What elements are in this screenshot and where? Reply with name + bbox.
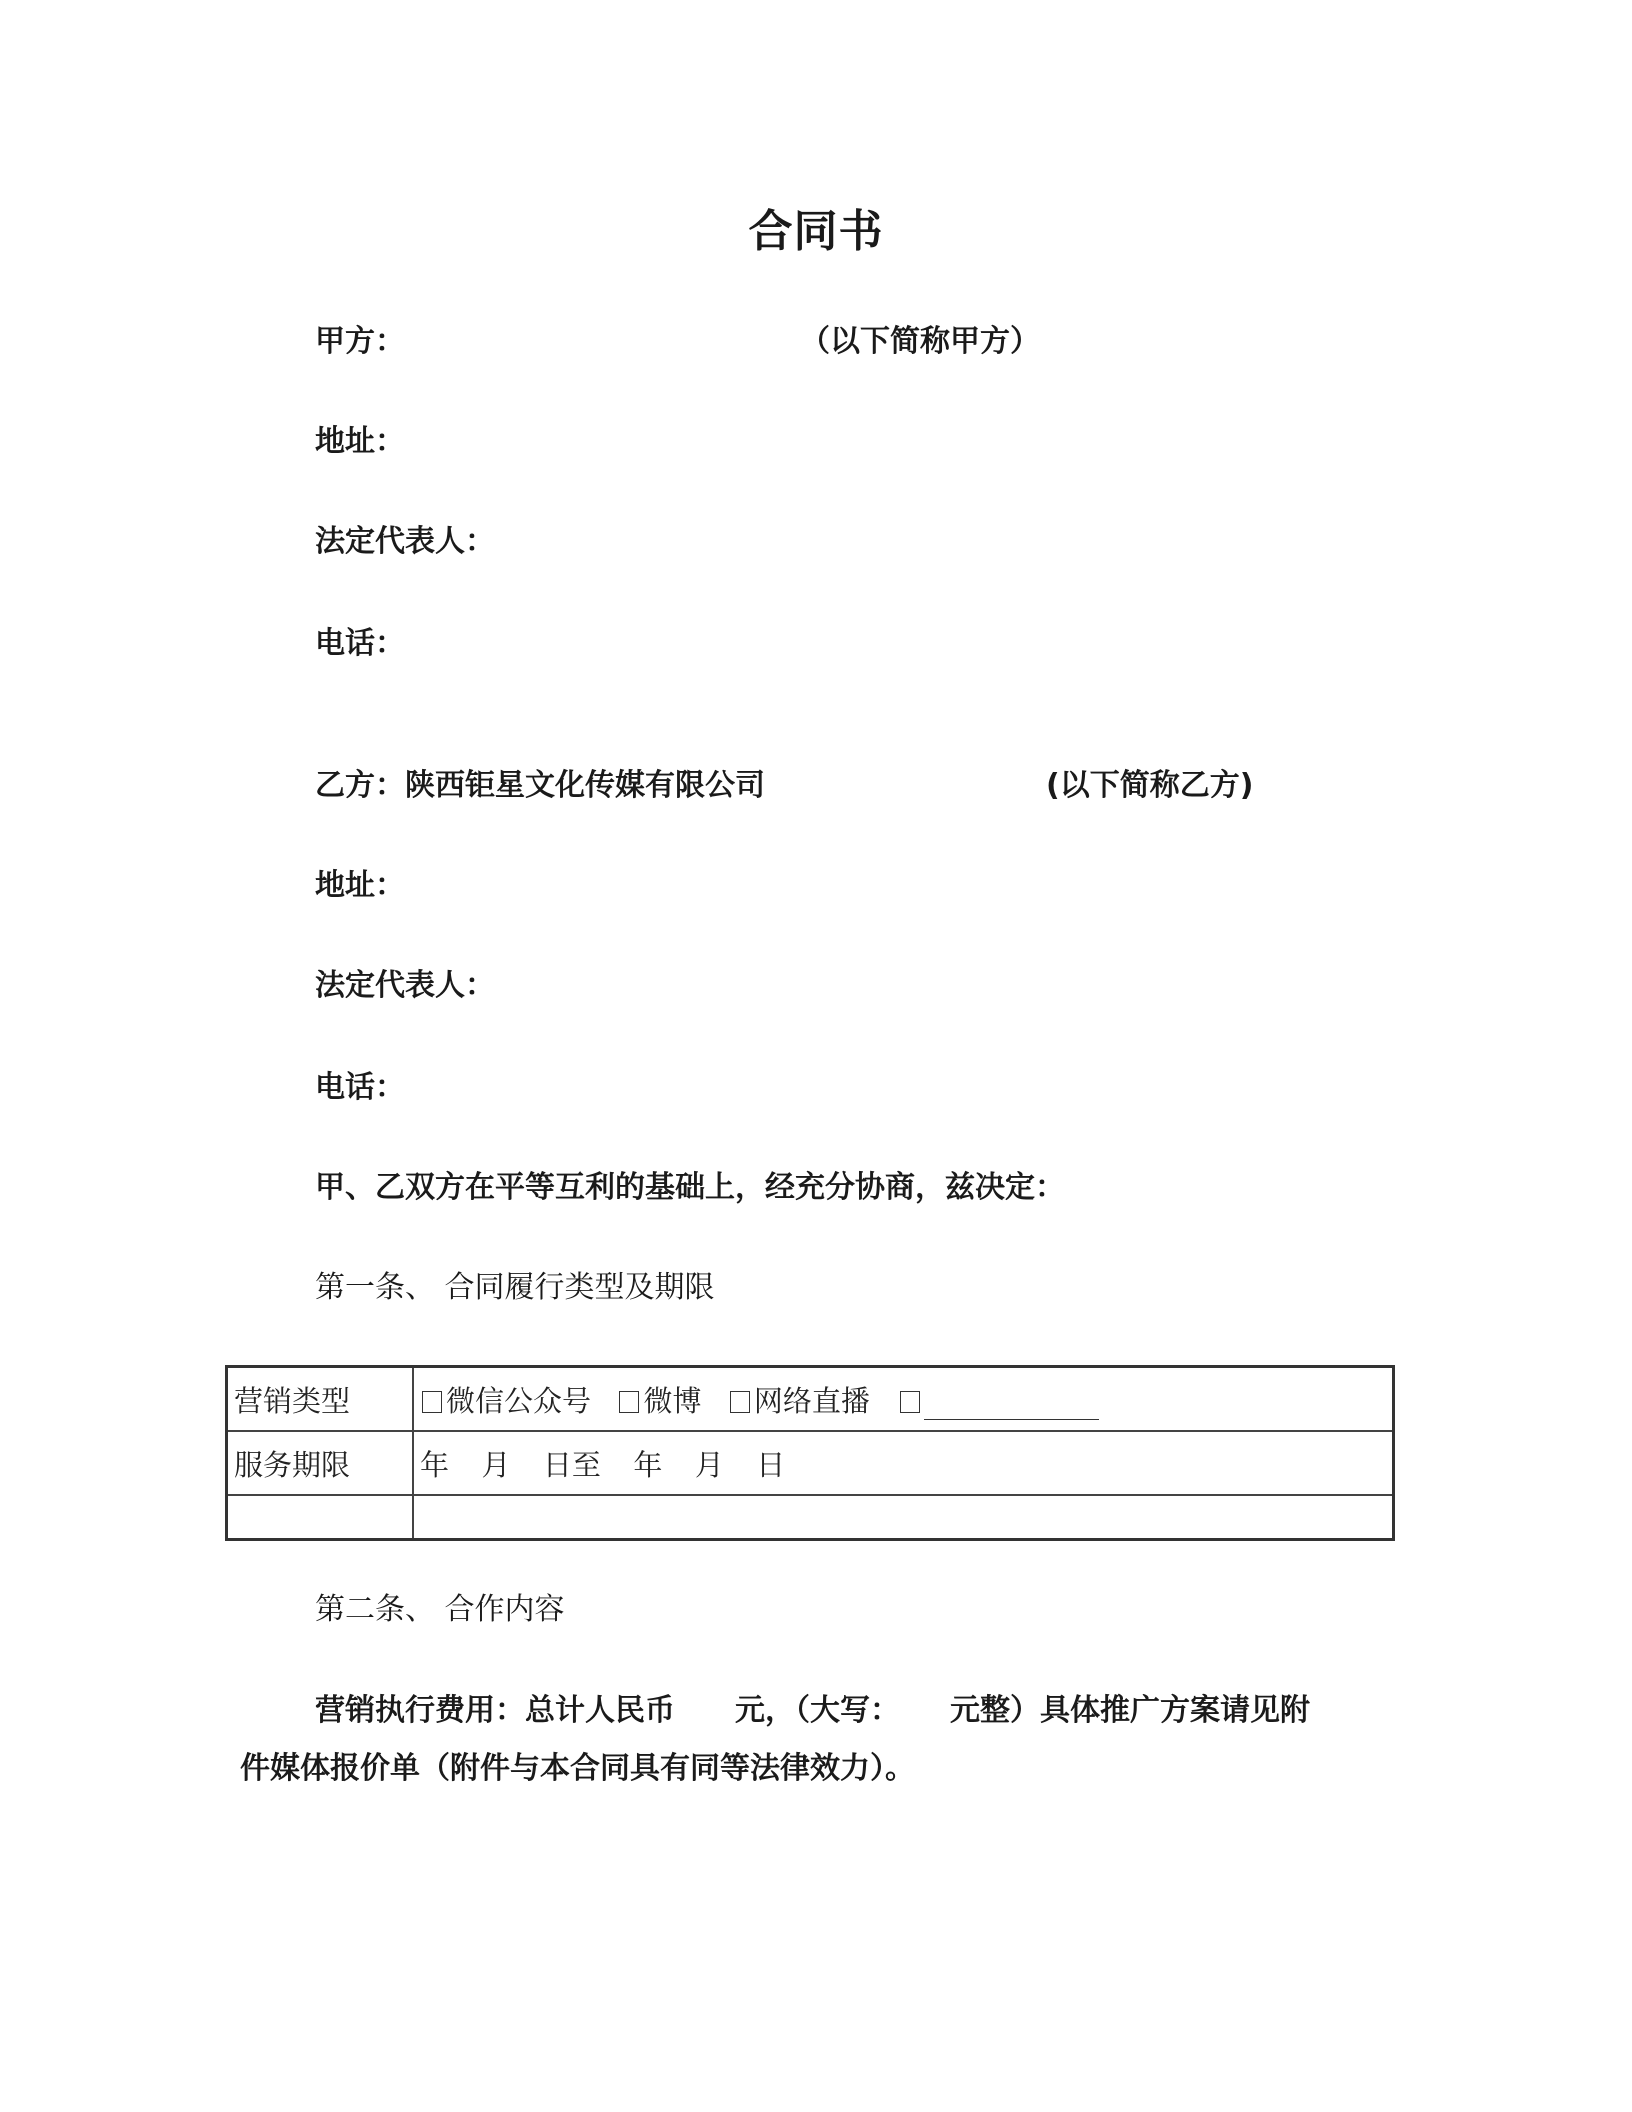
end-day: 日 (756, 1447, 786, 1482)
start-month: 月 (481, 1447, 511, 1482)
party-a-rep-label: 法定代表人： (315, 524, 495, 559)
service-period-value (413, 1431, 1394, 1495)
checkbox-wechat[interactable] (422, 1391, 442, 1413)
end-year: 年 (633, 1447, 663, 1482)
start-day-to: 日至 (542, 1447, 601, 1482)
fee-text-4: 件媒体报价单（附件与本合同具有同等法律效力）。 (240, 1751, 915, 1786)
party-a-address-label: 地址： (315, 424, 405, 459)
preamble: 甲、乙双方在平等互利的基础上，经充分协商，兹决定： (315, 1170, 1065, 1205)
party-b-name: 陕西钜星文化传媒有限公司 (405, 768, 765, 803)
marketing-type-options (413, 1367, 1394, 1432)
fee-text-3: 元整）具体推广方案请见附 (950, 1693, 1310, 1728)
party-a-label: 甲方： (315, 324, 405, 359)
party-b-rep-label: 法定代表人： (315, 968, 495, 1003)
article-1-heading: 第一条、 合同履行类型及期限 (315, 1270, 715, 1305)
option-weibo-label: 微博 (643, 1383, 702, 1418)
marketing-type-label: 营销类型 (227, 1367, 414, 1432)
empty-cell (413, 1495, 1394, 1540)
checkbox-live-stream[interactable] (730, 1391, 750, 1413)
terms-table (225, 1365, 1395, 1541)
party-b-phone-label: 电话： (315, 1070, 405, 1105)
checkbox-other[interactable] (900, 1391, 920, 1413)
fee-text-1: 营销执行费用：总计人民币 (315, 1693, 675, 1728)
fee-paragraph (240, 1682, 1400, 1798)
party-b-address-label: 地址： (315, 868, 405, 903)
other-option-blank[interactable] (924, 1393, 1099, 1420)
party-b-label: 乙方： (315, 768, 405, 803)
empty-cell (227, 1495, 414, 1540)
party-b-line (315, 766, 765, 806)
end-month: 月 (694, 1447, 724, 1482)
document-title: 合同书 (748, 206, 884, 257)
option-live-stream-label: 网络直播 (753, 1383, 870, 1418)
table-row (227, 1367, 1394, 1432)
service-period-label: 服务期限 (227, 1431, 414, 1495)
fee-text-2: 元，（大写： (735, 1693, 900, 1728)
option-wechat-label: 微信公众号 (446, 1383, 592, 1418)
party-b-abbr: (以下简称乙方) (1046, 768, 1254, 803)
party-a-abbr: （以下简称甲方） (800, 324, 1040, 359)
table-row (227, 1495, 1394, 1540)
start-year: 年 (420, 1447, 450, 1482)
party-a-phone-label: 电话： (315, 626, 405, 661)
checkbox-weibo[interactable] (619, 1391, 639, 1413)
article-2-heading: 第二条、 合作内容 (315, 1592, 565, 1627)
table-row (227, 1431, 1394, 1495)
